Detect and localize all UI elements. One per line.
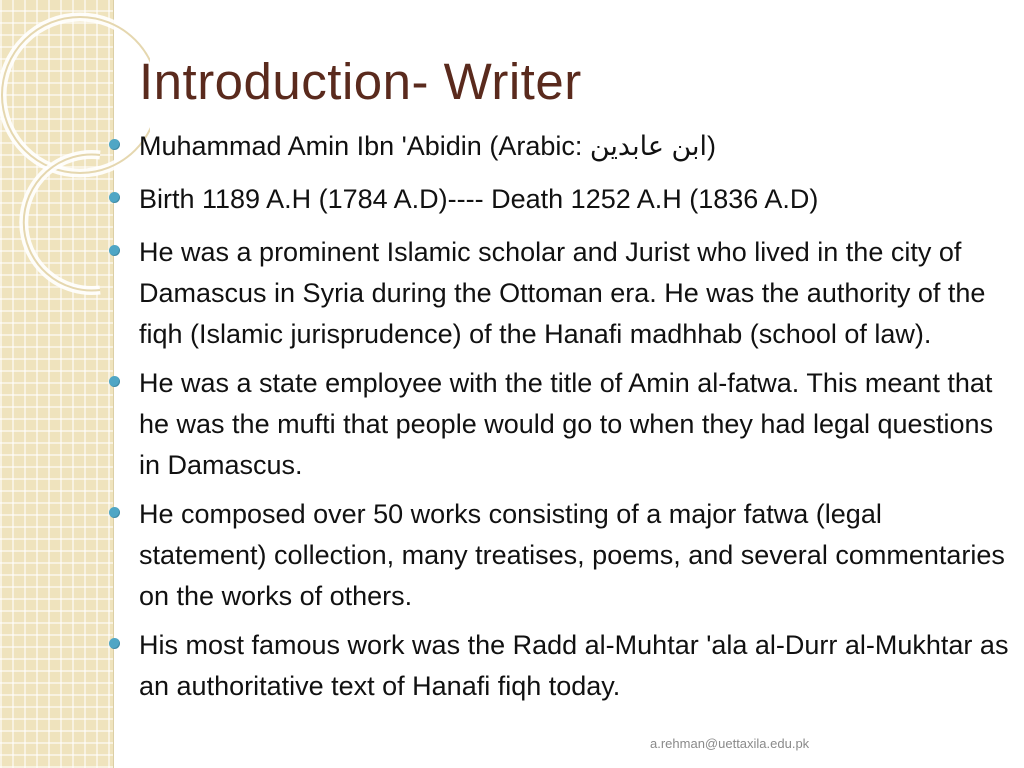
- bullet-text: Muhammad Amin Ibn 'Abidin (Arabic: ابن عابدين): [139, 131, 717, 161]
- bullet-dot-icon: [109, 638, 120, 649]
- decorative-side-panel: [0, 0, 114, 768]
- bullet-dot-icon: [109, 245, 120, 256]
- slide-title: Introduction- Writer: [139, 53, 582, 110]
- bullet-item: [139, 625, 1009, 707]
- bullet-dot-icon: [109, 507, 120, 518]
- bullet-dot-icon: [109, 376, 120, 387]
- bullet-item: [139, 179, 1009, 220]
- bullet-item: [139, 494, 1009, 617]
- bullet-text: Birth 1189 A.H (1784 A.D)---- Death 1252 A.H (1836 A.D): [139, 184, 819, 214]
- bullet-item: [139, 232, 1009, 355]
- bullet-item: [139, 363, 1009, 486]
- bullet-text: He was a state employee with the title of Amin al-fatwa. This meant that he was the mufti that people would go to when they had legal questions in Damascus.: [139, 368, 994, 480]
- bullet-text: He was a prominent Islamic scholar and Jurist who lived in the city of Damascus in Syria during the Ottoman era. He was the authority of the fiqh (Islamic jurisprudence) of the Hanafi madhhab (school of law).: [139, 237, 986, 349]
- bullet-text: His most famous work was the Radd al-Muhtar 'ala al-Durr al-Mukhtar as an authoritative text of Hanafi fiqh today.: [139, 630, 1009, 701]
- bullet-dot-icon: [109, 192, 120, 203]
- bullet-text: He composed over 50 works consisting of a major fatwa (legal statement) collection, many treatises, poems, and several commentaries on the works of others.: [139, 499, 1005, 611]
- bullet-dot-icon: [109, 139, 120, 150]
- bullet-item: [139, 126, 1009, 167]
- bullet-list: [139, 126, 1009, 715]
- footer-email: a.rehman@uettaxila.edu.pk: [650, 736, 810, 751]
